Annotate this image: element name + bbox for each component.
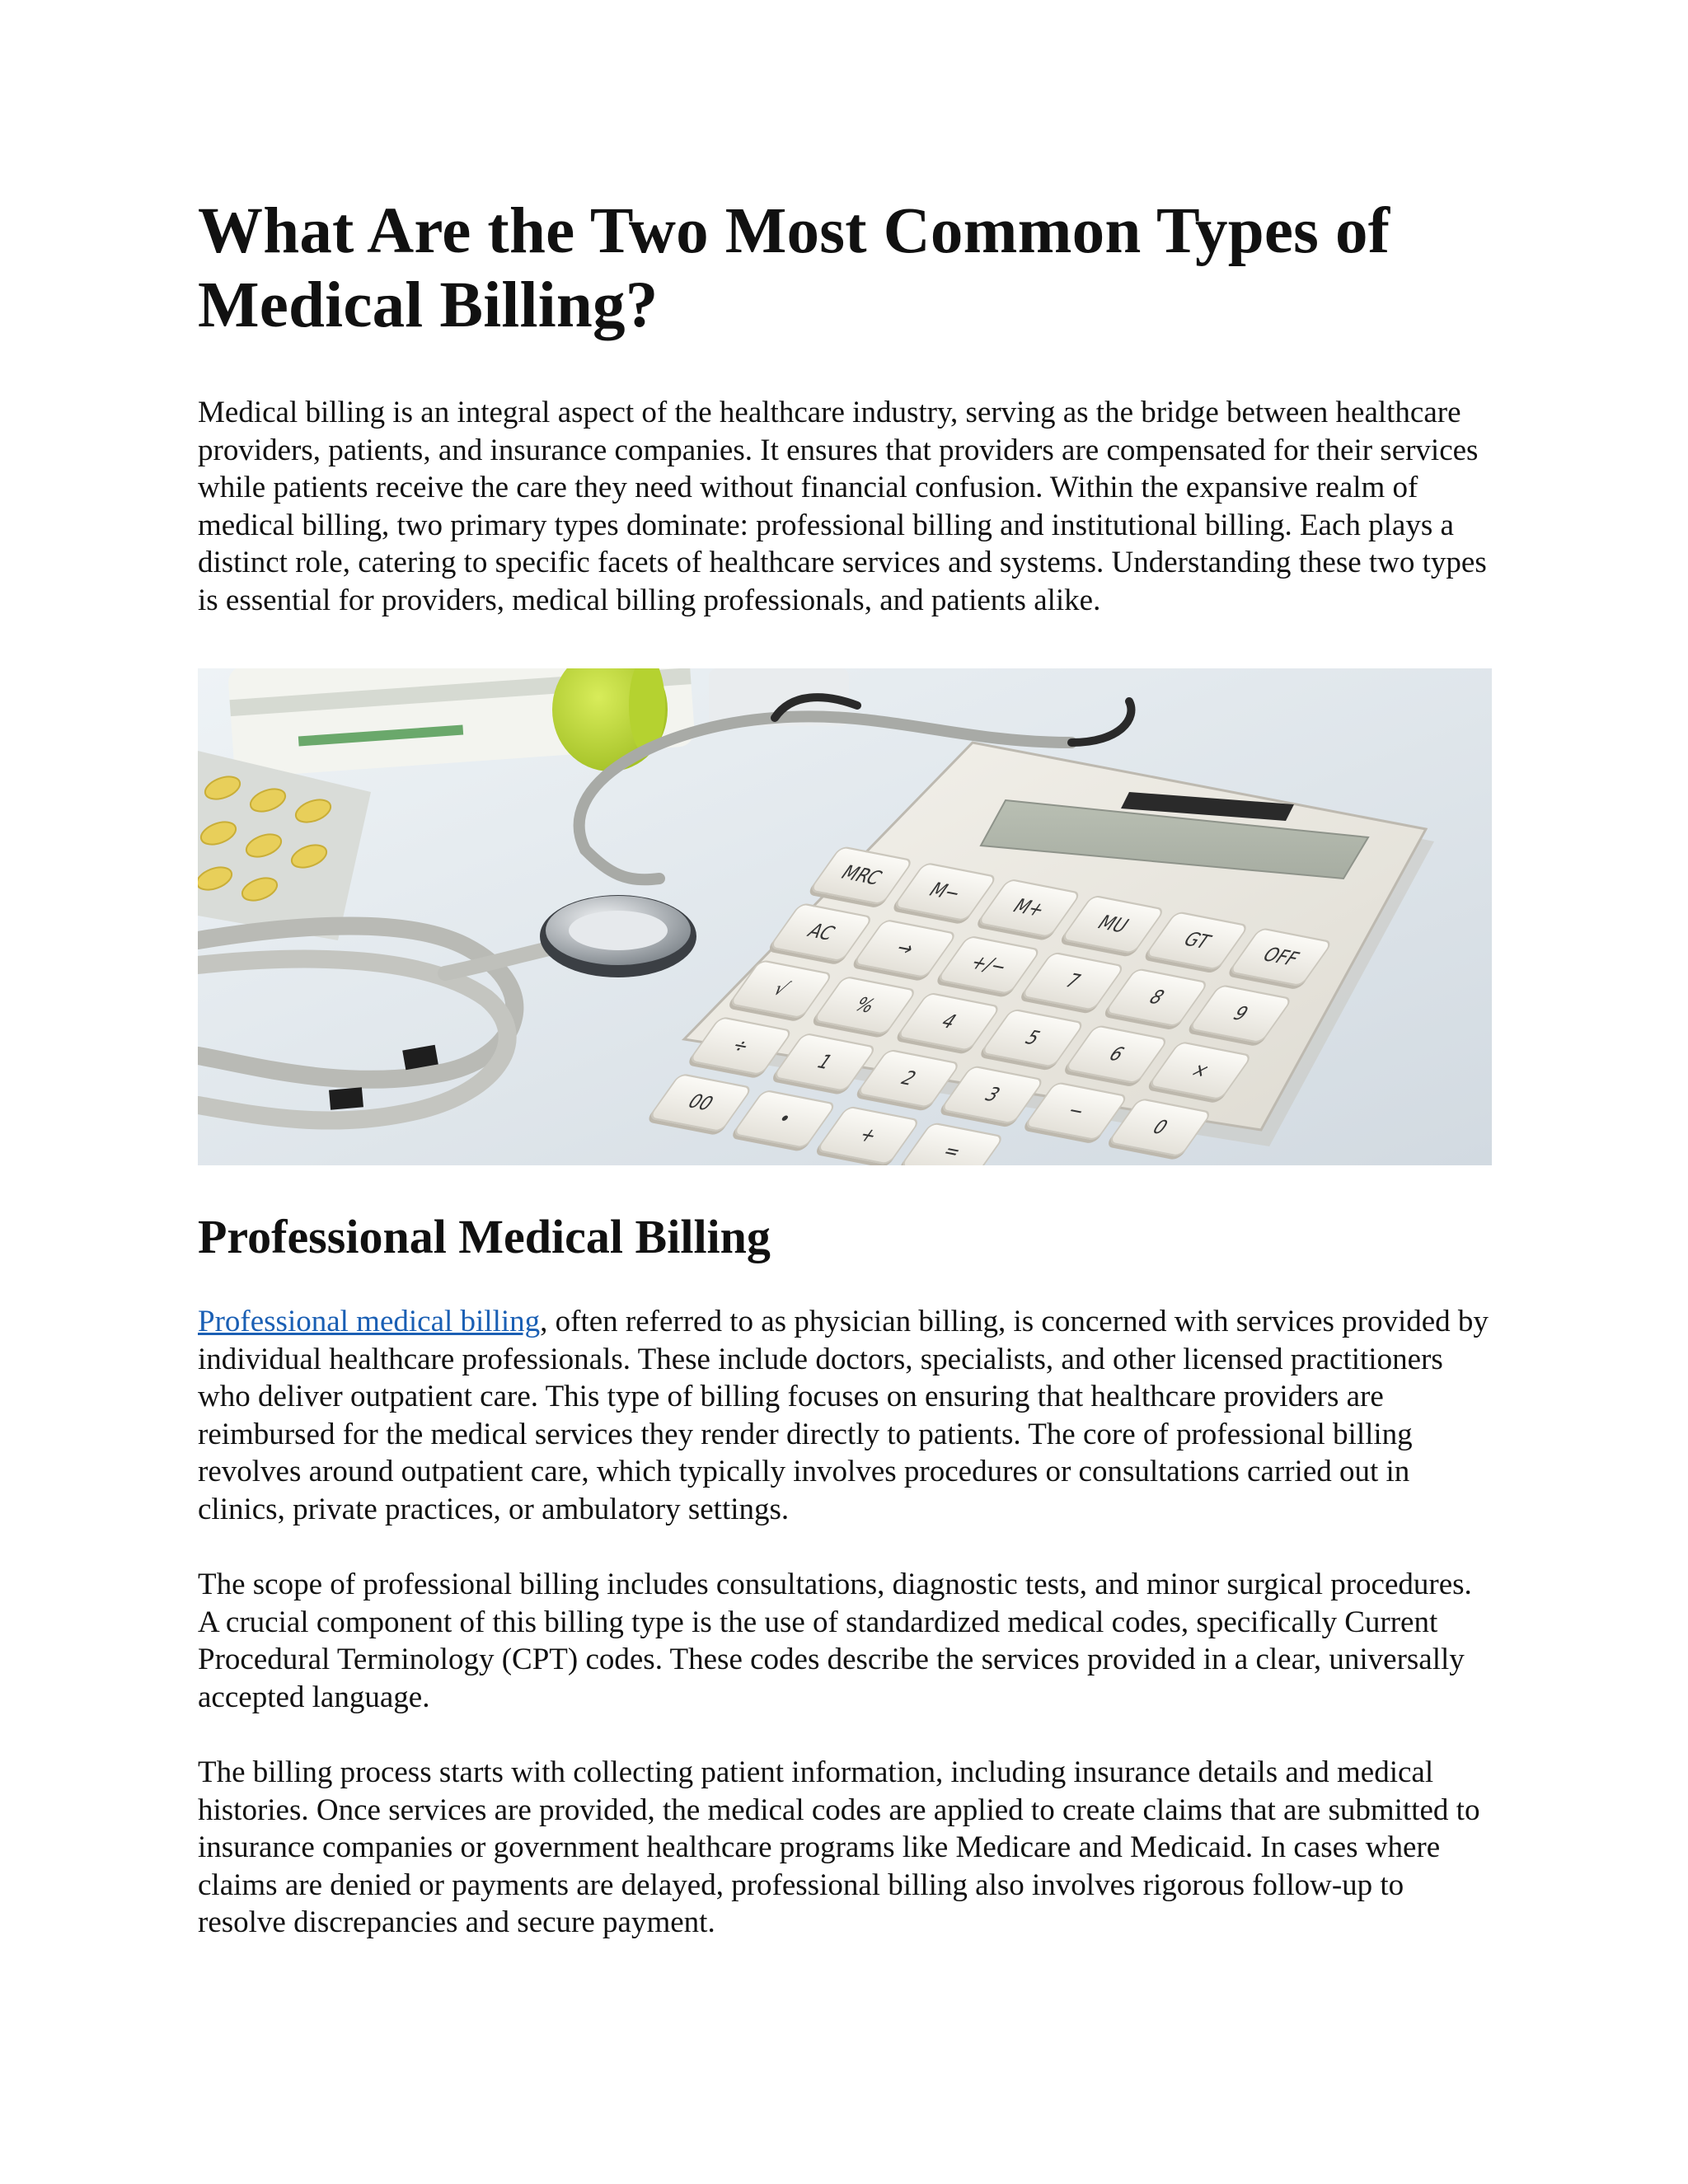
calculator-key: 9 xyxy=(1188,984,1293,1044)
calculator-key: 00 xyxy=(648,1073,753,1133)
calculator-stethoscope-photo xyxy=(198,668,1492,1165)
calculator-key: 5 xyxy=(980,1008,1085,1068)
calculator-key: 4 xyxy=(896,991,1001,1052)
calculator-key: M− xyxy=(893,862,998,922)
page-title: What Are the Two Most Common Types of Medical Billing? xyxy=(198,195,1390,341)
calculator-key: 7 xyxy=(1020,951,1125,1011)
calculator-key: AC xyxy=(768,902,874,963)
calculator-key: + xyxy=(815,1105,921,1165)
paragraph-professional-1-text: , often referred to as physician billing, is concerned with services provided by individual healthcare professionals. These include doctors, specialists, and other licensed practitioners who deliver outpatient care. This type of billing focuses on ensuring that healthcare providers are reimbursed for the medical services they render directly to patients. The core of professional billing revolves around outpatient care, which typically involves procedures or consultations carried out in clinics, private practices, or ambulatory settings. xyxy=(198,1305,1489,1526)
calculator-key: • xyxy=(731,1090,837,1150)
calculator-key: ÷ xyxy=(688,1016,794,1076)
calculator-key: MU xyxy=(1060,894,1165,954)
calculator-key: M+ xyxy=(976,879,1081,939)
calculator-key: 8 xyxy=(1104,968,1209,1028)
calculator-key: OFF xyxy=(1228,927,1334,987)
paragraph-professional-3: The billing process starts with collecting patient information, including insurance details and medical histories. Once services are provided, the medical codes are applied to create claims that are submitted to insurance companies or government healthcare programs like Medicare and Medicaid. In cases where claims are denied or payments are delayed, professional billing also involves rigorous follow-up to resolve discrepancies and secure payment. xyxy=(198,1755,1480,1939)
calculator-key: GT xyxy=(1144,911,1250,971)
calculator-key: MRC xyxy=(809,846,914,906)
section-heading-professional: Professional Medical Billing xyxy=(198,1210,771,1263)
paragraph-professional-2: The scope of professional billing includes consultations, diagnostic tests, and minor surgical procedures. A crucial component of this billing type is the use of standardized medical codes, specifically Current Procedural Terminology (CPT) codes. These codes describe the services provided in a clear, universally accepted language. xyxy=(198,1568,1472,1714)
calculator-key: 3 xyxy=(940,1065,1045,1125)
calculator-key: % xyxy=(812,976,917,1036)
calculator-key: × xyxy=(1147,1041,1253,1101)
paragraph-professional-1 xyxy=(198,1303,1492,1528)
calculator-key: 0 xyxy=(1107,1098,1212,1158)
calculator-key: 6 xyxy=(1063,1024,1169,1085)
calculator-key: √ xyxy=(728,959,833,1019)
calculator-key: → xyxy=(852,919,958,979)
calculator-key: 1 xyxy=(771,1033,877,1093)
calculator-key: = xyxy=(899,1122,1005,1165)
calculator-keypad xyxy=(198,668,1492,1165)
calculator-key: 2 xyxy=(856,1048,961,1108)
calculator-key: − xyxy=(1023,1081,1128,1141)
calculator-key: +/− xyxy=(936,935,1042,996)
intro-paragraph: Medical billing is an integral aspect of the healthcare industry, serving as the bridge between healthcare providers, patients, and insurance companies. It ensures that providers are compensated for their services while patients receive the care they need without financial confusion. Within the expansive realm of medical billing, two primary types dominate: professional billing and institutional billing. Each plays a distinct role, catering to specific facets of healthcare services and systems. Understanding these two types is essential for providers, medical billing professionals, and patients alike. xyxy=(198,396,1487,617)
article xyxy=(198,194,1492,1942)
professional-medical-billing-link[interactable]: Professional medical billing xyxy=(198,1305,541,1338)
